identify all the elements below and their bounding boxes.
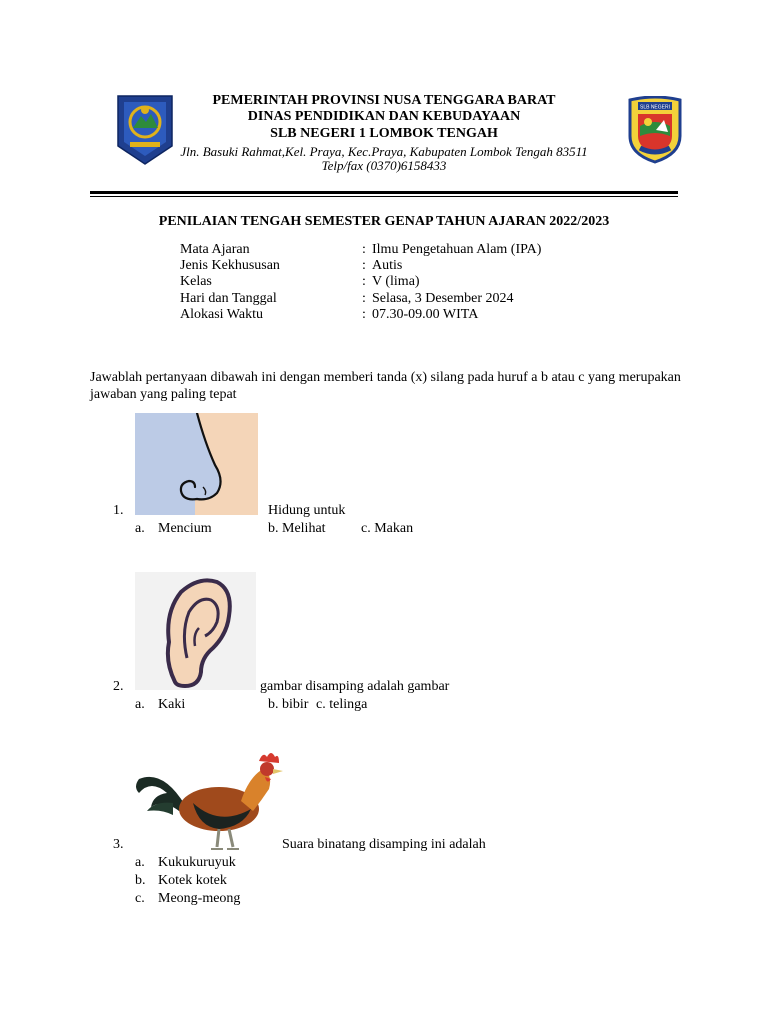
meta-label: Hari dan Tanggal (180, 291, 277, 306)
instruction-line-1: Jawablah pertanyaan dibawah ini dengan memberi tanda (x) silang pada huruf a b atau c yang merupakan (90, 370, 681, 385)
option-a: Mencium (158, 521, 212, 536)
option-b: Kotek kotek (158, 873, 227, 888)
meta-value: Ilmu Pengetahuan Alam (IPA) (372, 242, 542, 257)
question-number: 1. (113, 503, 124, 518)
header-address: Jln. Basuki Rahmat,Kel. Praya, Kec.Praya, Kabupaten Lombok Tengah 83511 (180, 144, 588, 159)
option-letter: b. (135, 873, 146, 888)
option-letter: a. (135, 521, 145, 536)
meta-value: 07.30-09.00 WITA (372, 307, 479, 322)
option-c: c. Makan (361, 521, 414, 536)
header-phone: Telp/fax (0370)6158433 (321, 158, 447, 173)
meta-label: Alokasi Waktu (180, 307, 263, 322)
header-line-2: DINAS PENDIDIKAN DAN KEBUDAYAAN (247, 109, 521, 124)
nose-icon (135, 413, 258, 515)
question-text: Hidung untuk (268, 503, 346, 518)
option-b: b. Melihat (268, 521, 326, 536)
header-line-3: SLB NEGERI 1 LOMBOK TENGAH (270, 126, 498, 141)
question-number: 3. (113, 837, 124, 852)
option-b: b. bibir (268, 697, 309, 712)
meta-colon: : (362, 274, 366, 289)
question-number: 2. (113, 679, 124, 694)
meta-value: V (lima) (372, 274, 420, 289)
meta-value: Selasa, 3 Desember 2024 (372, 291, 514, 306)
meta-label: Mata Ajaran (180, 242, 250, 257)
option-c: c. telinga (316, 697, 368, 712)
meta-colon: : (362, 291, 366, 306)
meta-label: Kelas (180, 274, 212, 289)
question-text: gambar disamping adalah gambar (260, 679, 450, 694)
exam-title: PENILAIAN TENGAH SEMESTER GENAP TAHUN AJARAN 2022/2023 (158, 214, 610, 229)
option-letter: c. (135, 891, 145, 906)
header-rule-thick (90, 191, 678, 194)
question-text: Suara binatang disamping ini adalah (282, 837, 486, 852)
school-crest-label: SLB NEGERI (639, 104, 671, 111)
meta-colon: : (362, 307, 366, 322)
ear-icon (135, 572, 256, 690)
option-letter: a. (135, 697, 145, 712)
meta-colon: : (362, 258, 366, 273)
school-crest-icon (626, 96, 684, 164)
meta-label: Jenis Kekhususan (180, 258, 280, 273)
option-a: Kukukuruyuk (158, 855, 236, 870)
meta-colon: : (362, 242, 366, 257)
option-c: Meong-meong (158, 891, 241, 906)
option-letter: a. (135, 855, 145, 870)
instruction-line-2: jawaban yang paling tepat (90, 387, 237, 402)
option-a: Kaki (158, 697, 186, 712)
header-line-1: PEMERINTAH PROVINSI NUSA TENGGARA BARAT (212, 93, 556, 108)
header-rule-thin (90, 196, 678, 197)
rooster-icon (133, 749, 285, 853)
meta-value: Autis (372, 258, 403, 273)
